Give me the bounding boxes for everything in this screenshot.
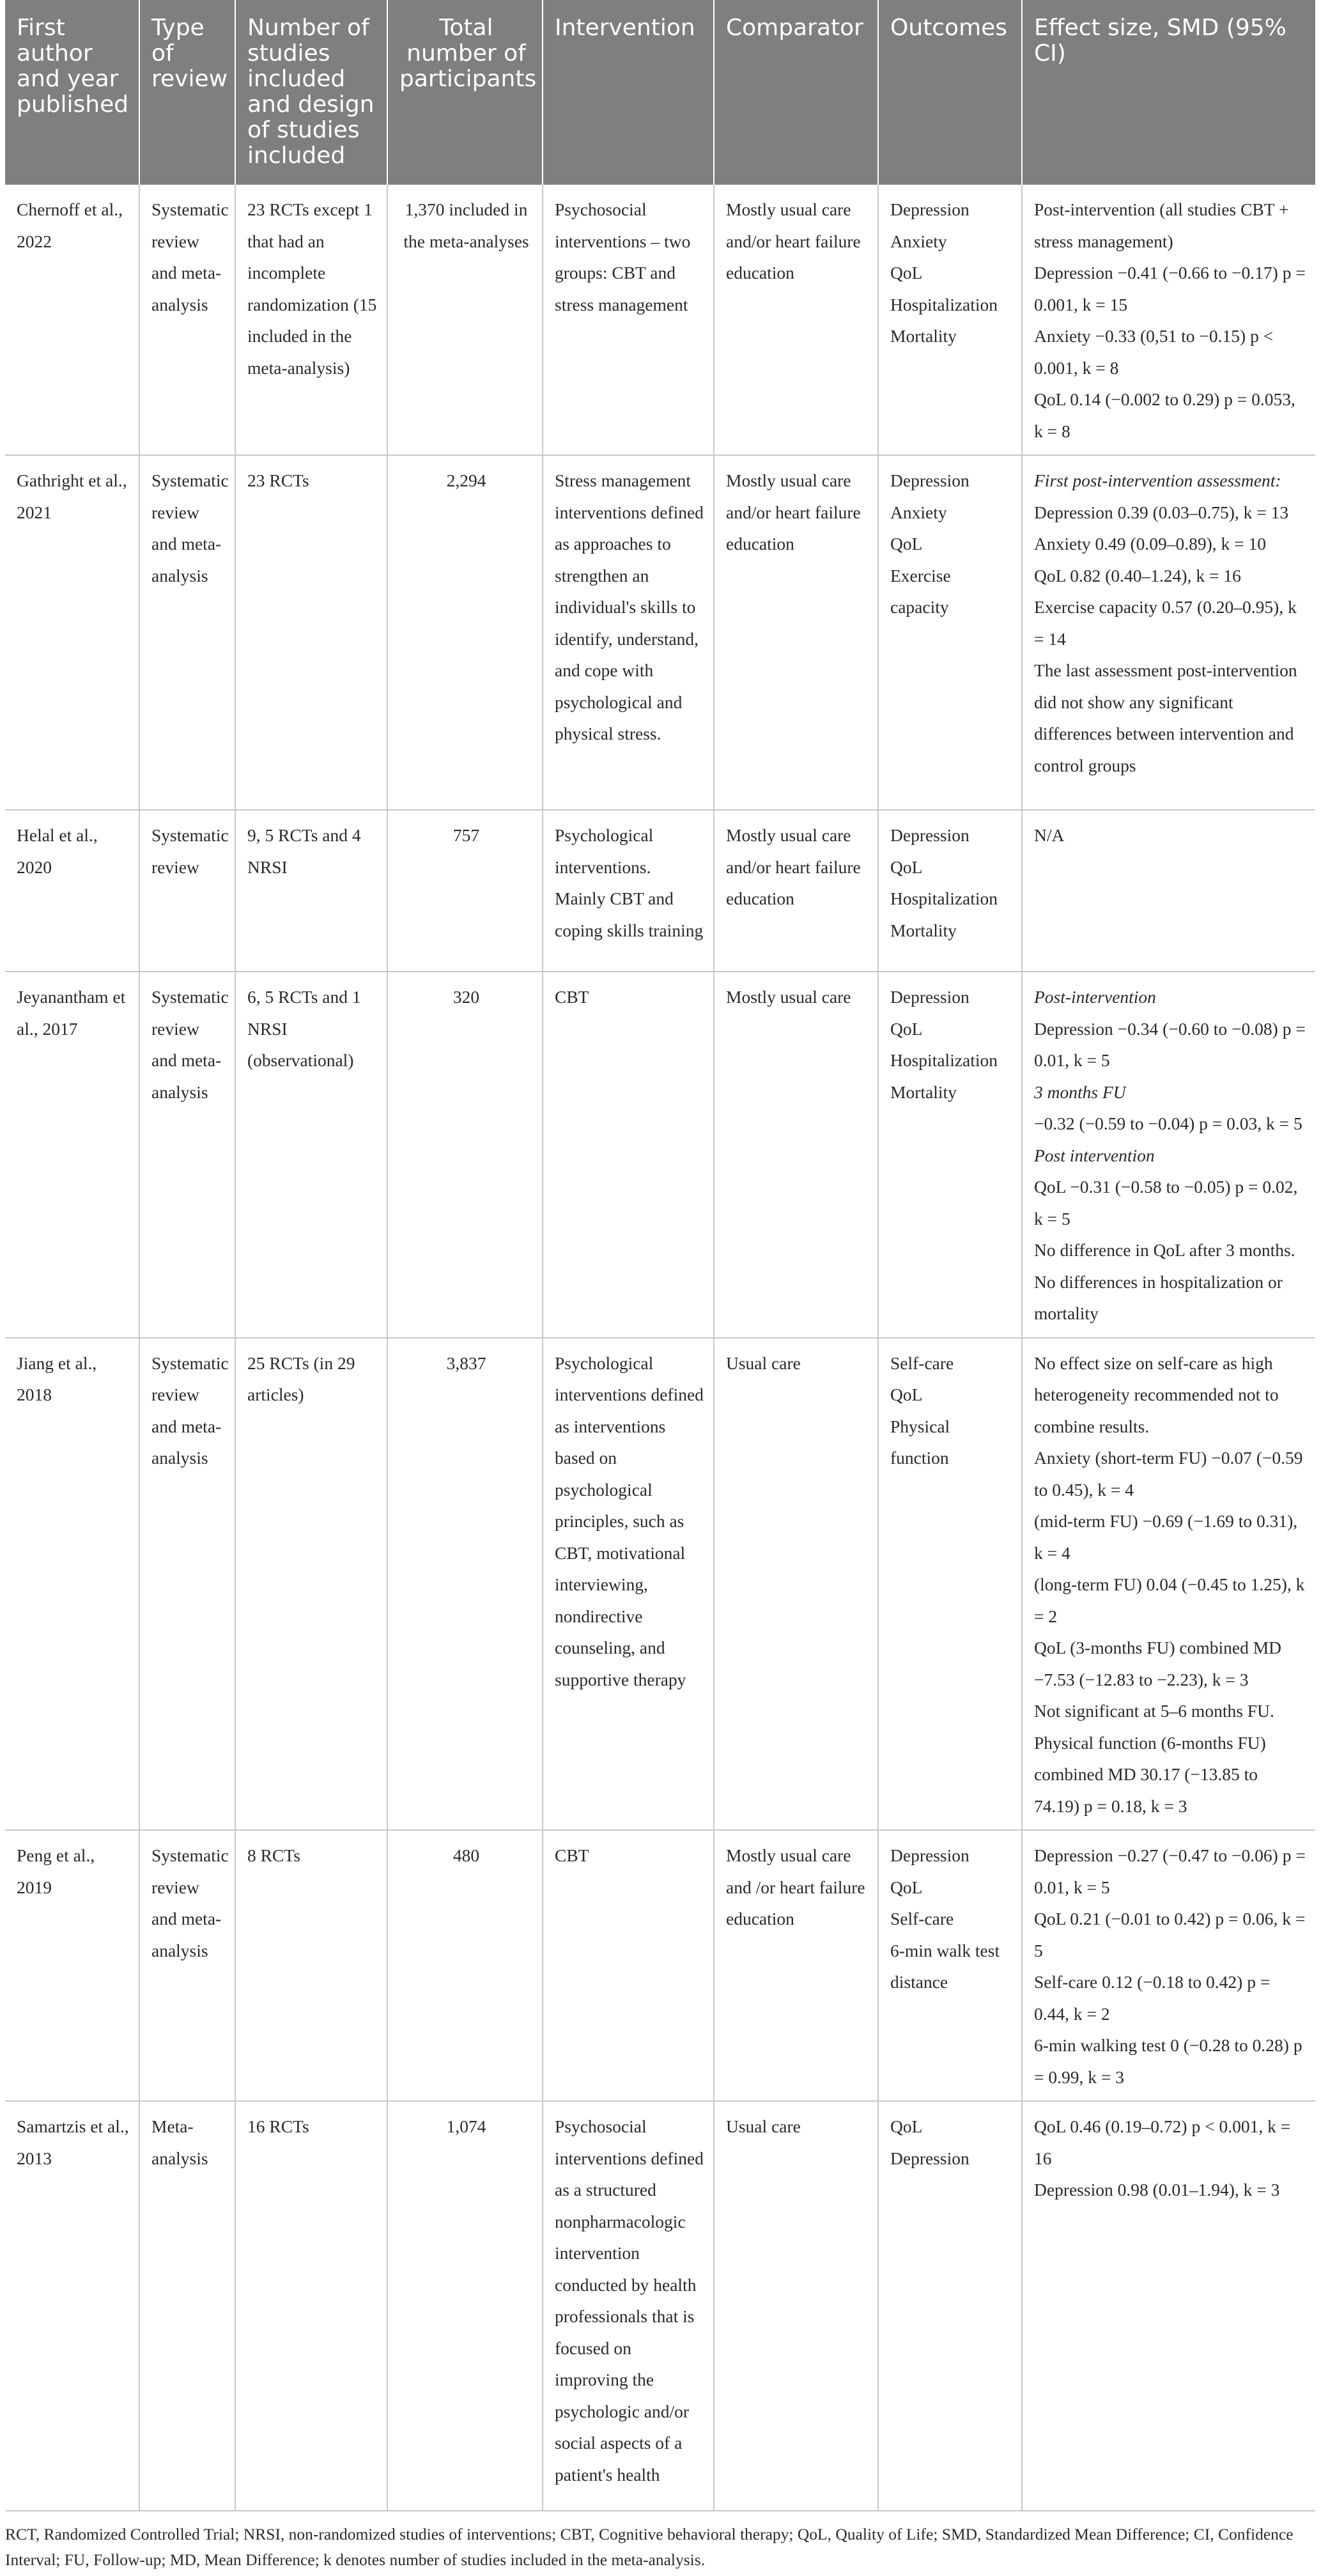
outcome-item: Anxiety xyxy=(890,502,947,522)
cell-review-type: Systematic review and meta-analysis xyxy=(139,1830,235,2101)
cell-comparator: Mostly usual care xyxy=(714,972,878,1338)
cell-studies: 8 RCTs xyxy=(235,1830,387,2101)
outcome-item: Depression xyxy=(890,199,970,219)
outcome-item: QoL xyxy=(890,2116,923,2136)
effect-line: Post-intervention xyxy=(1034,987,1156,1007)
outcome-item: Mortality xyxy=(890,920,957,940)
effect-line: Self-care 0.12 (−0.18 to 0.42) p = 0.44, k = 2 xyxy=(1034,1972,1271,2024)
effect-line: Anxiety 0.49 (0.09–0.89), k = 10 xyxy=(1034,534,1267,554)
cell-comparator: Mostly usual care and /or heart failure education xyxy=(714,1830,878,2101)
cell-studies: 9, 5 RCTs and 4 NRSI xyxy=(235,810,387,972)
cell-author: Jeyanantham et al., 2017 xyxy=(5,972,139,1338)
effect-line: Anxiety −0.33 (0,51 to −0.15) p < 0.001, k = 8 xyxy=(1034,326,1274,378)
effect-line: No effect size on self-care as high heterogeneity recommended not to combine results. xyxy=(1034,1353,1279,1436)
cell-intervention: Psychosocial interventions defined as a structured nonpharmacologic intervention conducted by health professionals that is focused on improving the psychologic and/or social aspects of a patient's health xyxy=(543,2101,714,2511)
cell-review-type: Systematic review and meta-analysis xyxy=(139,1338,235,1831)
cell-intervention: CBT xyxy=(543,1830,714,2101)
effect-line: Depression −0.34 (−0.60 to −0.08) p = 0.01, k = 5 xyxy=(1034,1018,1306,1070)
table-row xyxy=(5,972,1315,1338)
cell-comparator: Mostly usual care and/or heart failure education xyxy=(714,185,878,455)
cell-effect-size xyxy=(1022,1830,1315,2101)
cell-participants: 3,837 xyxy=(387,1338,543,1831)
header-outcomes: Outcomes xyxy=(878,0,1022,185)
outcome-item: 6-min walk test distance xyxy=(890,1940,1000,1992)
effect-line: No differences in hospitalization or mortality xyxy=(1034,1271,1283,1323)
effect-line: QoL −0.31 (−0.58 to −0.05) p = 0.02, k = 5 xyxy=(1034,1177,1298,1229)
cell-comparator: Usual care xyxy=(714,2101,878,2511)
outcome-item: QoL xyxy=(890,1018,923,1039)
cell-effect-size xyxy=(1022,455,1315,810)
header-row xyxy=(5,0,1315,185)
effect-line: N/A xyxy=(1034,825,1065,845)
effect-line: Exercise capacity 0.57 (0.20–0.95), k = 14 xyxy=(1034,597,1297,649)
cell-participants: 757 xyxy=(387,810,543,972)
outcome-item: Self-care xyxy=(890,1909,954,1928)
effect-line: 6-min walking test 0 (−0.28 to 0.28) p = 0.99, k = 3 xyxy=(1034,2035,1302,2087)
table-row xyxy=(5,1830,1315,2101)
outcome-item: Hospitalization xyxy=(890,1050,998,1070)
outcome-item: Anxiety xyxy=(890,231,947,251)
cell-effect-size xyxy=(1022,972,1315,1338)
cell-review-type: Systematic review and meta-analysis xyxy=(139,455,235,810)
header-comparator: Comparator xyxy=(714,0,878,185)
cell-outcomes xyxy=(878,455,1022,810)
cell-intervention: Psychological interventions defined as interventions based on psychological principles, such as CBT, motivational interviewing, nondirective counseling, and supportive therapy xyxy=(543,1338,714,1831)
header-author: First author and year published xyxy=(17,15,129,118)
outcome-item: QoL xyxy=(890,1877,923,1897)
table-page xyxy=(5,0,1315,2573)
cell-intervention: Psychological interventions. Mainly CBT and coping skills training xyxy=(543,810,714,972)
header-intervention: Intervention xyxy=(543,0,714,185)
effect-line: Post-intervention (all studies CBT + stress management) xyxy=(1034,199,1289,251)
outcome-item: Depression xyxy=(890,470,970,490)
cell-studies: 25 RCTs (in 29 articles) xyxy=(235,1338,387,1831)
effect-line: Depression 0.39 (0.03–0.75), k = 13 xyxy=(1034,502,1289,522)
cell-author: Jiang et al., 2018 xyxy=(5,1338,139,1831)
cell-participants: 320 xyxy=(387,972,543,1338)
cell-comparator: Usual care xyxy=(714,1338,878,1831)
effect-line: (mid-term FU) −0.69 (−1.69 to 0.31), k = 4 xyxy=(1034,1511,1298,1563)
header-effect: Effect size, SMD (95% CI) xyxy=(1022,0,1315,185)
cell-comparator: Mostly usual care and/or heart failure education xyxy=(714,810,878,972)
cell-comparator: Mostly usual care and/or heart failure education xyxy=(714,455,878,810)
cell-studies: 6, 5 RCTs and 1 NRSI (observational) xyxy=(235,972,387,1338)
header-studies: Number of studies included and design of studies included xyxy=(235,0,387,185)
cell-review-type: Meta-analysis xyxy=(139,2101,235,2511)
table-row xyxy=(5,455,1315,810)
cell-intervention: CBT xyxy=(543,972,714,1338)
table-row xyxy=(5,1338,1315,1831)
outcome-item: QoL xyxy=(890,857,923,877)
table-footnote: RCT, Randomized Controlled Trial; NRSI, non-randomized studies of interventions; CBT, Cognitive behavioral therapy; QoL, Quality of Life; SMD, Standardized Mean Difference; CI, Confidence Interval; FU, Follow-up; MD, Mean Difference; k denotes number of studies included in the meta-analysis. xyxy=(5,2525,1294,2569)
outcome-item: Depression xyxy=(890,2148,970,2168)
cell-review-type: Systematic review and meta-analysis xyxy=(139,185,235,455)
outcome-item: Self-care xyxy=(890,1353,954,1373)
effect-line: Not significant at 5–6 months FU. xyxy=(1034,1701,1274,1721)
cell-participants: 2,294 xyxy=(387,455,543,810)
effect-line: QoL 0.82 (0.40–1.24), k = 16 xyxy=(1034,565,1241,586)
table-header xyxy=(5,0,1315,185)
outcome-item: Depression xyxy=(890,987,970,1007)
cell-effect-size xyxy=(1022,810,1315,972)
outcome-item: Exercise capacity xyxy=(890,565,951,617)
cell-participants: 480 xyxy=(387,1830,543,2101)
effect-line: Post intervention xyxy=(1034,1145,1155,1165)
effect-line: Anxiety (short-term FU) −0.07 (−0.59 to 0.45), k = 4 xyxy=(1034,1448,1303,1500)
table-row xyxy=(5,810,1315,972)
cell-review-type: Systematic review xyxy=(139,810,235,972)
cell-outcomes xyxy=(878,972,1022,1338)
cell-effect-size xyxy=(1022,1338,1315,1831)
cell-intervention: Stress management interventions defined as approaches to strengthen an individual's skills to identify, understand, and cope with psychological and physical stress. xyxy=(543,455,714,810)
review-table xyxy=(5,0,1315,2511)
cell-intervention: Psychosocial interventions – two groups: CBT and stress management xyxy=(543,185,714,455)
outcome-item: Hospitalization xyxy=(890,294,998,314)
cell-author: Helal et al., 2020 xyxy=(5,810,139,972)
outcome-item: Depression xyxy=(890,1845,970,1865)
cell-author: Samartzis et al., 2013 xyxy=(5,2101,139,2511)
cell-participants: 1,370 included in the meta-analyses xyxy=(387,185,543,455)
effect-line: QoL 0.46 (0.19–0.72) p < 0.001, k = 16 xyxy=(1034,2116,1291,2168)
effect-line: QoL (3-months FU) combined MD −7.53 (−12.83 to −2.23), k = 3 xyxy=(1034,1638,1282,1689)
outcome-item: Physical function xyxy=(890,1416,950,1468)
outcome-item: Hospitalization xyxy=(890,888,998,908)
table-body xyxy=(5,185,1315,2511)
cell-outcomes xyxy=(878,1830,1022,2101)
header-participants: Total number of participants xyxy=(387,0,543,185)
effect-line: QoL 0.14 (−0.002 to 0.29) p = 0.053, k = 8 xyxy=(1034,389,1295,441)
cell-author: Peng et al., 2019 xyxy=(5,1830,139,2101)
cell-outcomes xyxy=(878,185,1022,455)
cell-studies: 23 RCTs except 1 that had an incomplete randomization (15 included in the meta-analysis) xyxy=(235,185,387,455)
outcome-item: QoL xyxy=(890,534,923,554)
cell-participants: 1,074 xyxy=(387,2101,543,2511)
effect-line: (long-term FU) 0.04 (−0.45 to 1.25), k = 2 xyxy=(1034,1574,1305,1626)
cell-effect-size xyxy=(1022,185,1315,455)
outcome-item: QoL xyxy=(890,263,923,283)
cell-author: Gathright et al., 2021 xyxy=(5,455,139,810)
cell-outcomes xyxy=(878,1338,1022,1831)
effect-line: Depression −0.27 (−0.47 to −0.06) p = 0.01, k = 5 xyxy=(1034,1845,1306,1897)
cell-effect-size xyxy=(1022,2101,1315,2511)
header-type: Type of review xyxy=(139,0,235,185)
cell-review-type: Systematic review and meta-analysis xyxy=(139,972,235,1338)
effect-line: The last assessment post-intervention did not show any significant differences between intervention and control groups xyxy=(1034,660,1297,775)
effect-line: First post-intervention assessment: xyxy=(1034,470,1281,490)
cell-studies: 23 RCTs xyxy=(235,455,387,810)
cell-outcomes xyxy=(878,2101,1022,2511)
table-row xyxy=(5,2101,1315,2511)
outcome-item: QoL xyxy=(890,1385,923,1404)
effect-line: −0.32 (−0.59 to −0.04) p = 0.03, k = 5 xyxy=(1034,1113,1302,1133)
effect-line: QoL 0.21 (−0.01 to 0.42) p = 0.06, k = 5 xyxy=(1034,1909,1306,1960)
outcome-item: Depression xyxy=(890,825,970,845)
outcome-item: Mortality xyxy=(890,1082,957,1102)
cell-author: Chernoff et al., 2022 xyxy=(5,185,139,455)
effect-line: Physical function (6-months FU) combined MD 30.17 (−13.85 to 74.19) p = 0.18, k = 3 xyxy=(1034,1732,1266,1816)
effect-line: Depression 0.98 (0.01–1.94), k = 3 xyxy=(1034,2180,1280,2200)
effect-line: Depression −0.41 (−0.66 to −0.17) p = 0.001, k = 15 xyxy=(1034,263,1306,314)
outcome-item: Mortality xyxy=(890,326,957,346)
table-row xyxy=(5,185,1315,455)
cell-studies: 16 RCTs xyxy=(235,2101,387,2511)
effect-line: 3 months FU xyxy=(1034,1082,1126,1102)
cell-outcomes xyxy=(878,810,1022,972)
effect-line: No difference in QoL after 3 months. xyxy=(1034,1240,1295,1260)
